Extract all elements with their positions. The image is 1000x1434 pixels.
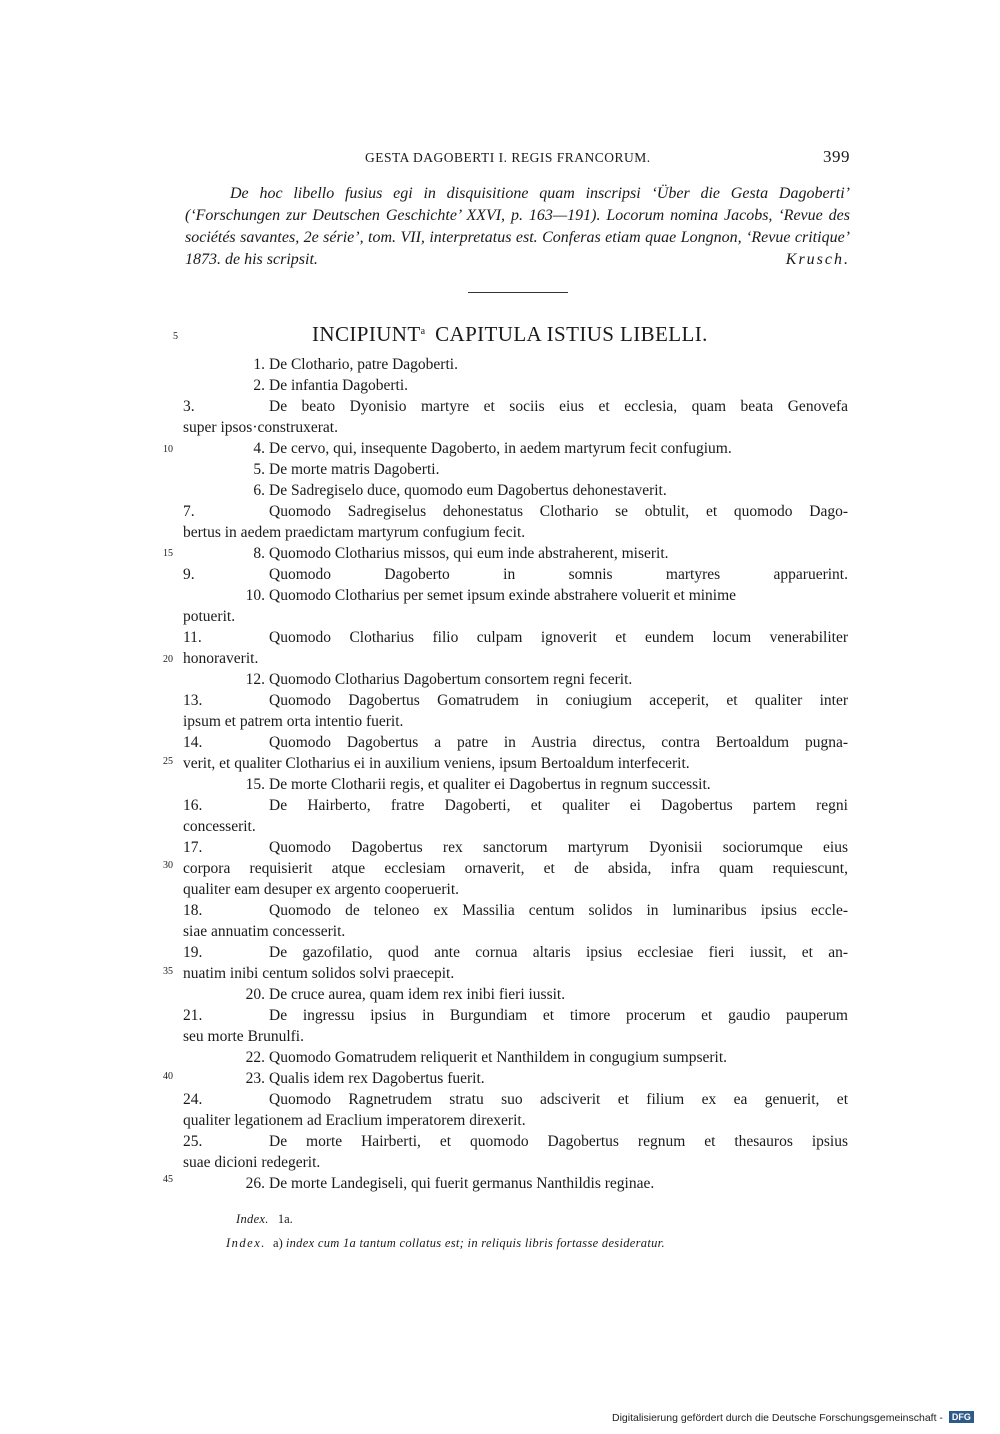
chapter-entry <box>183 503 848 521</box>
chapter-text: siae annuatim concesserit. <box>183 923 346 940</box>
sigla-note <box>236 1212 293 1227</box>
chapter-entry-continuation <box>183 1154 848 1172</box>
chapter-entry <box>183 734 848 752</box>
footer-text: Digitalisierung gefördert durch die Deutsche Forschungsgemeinschaft - <box>612 1412 943 1424</box>
chapter-text: De cervo, qui, insequente Dagoberto, in aedem martyrum fecit confugium. <box>269 440 732 457</box>
chapter-text: concesserit. <box>183 818 256 835</box>
chapter-text: Quomodo Dagobertus a patre in Austria directus, contra Bertoaldum pugna- <box>269 734 848 751</box>
chapter-text: nuatim inibi centum solidos solvi praecepit. <box>183 965 455 982</box>
chapter-entry-continuation <box>183 713 848 731</box>
intro-author: Krusch. <box>785 251 850 268</box>
margin-line-number: 30 <box>163 860 173 871</box>
chapter-text: qualiter eam desuper ex argento cooperuerit. <box>183 881 460 898</box>
chapter-entry <box>183 902 848 920</box>
chapter-text: De Sadregiselo duce, quomodo eum Dagobertus dehonestaverit. <box>269 482 667 499</box>
chapter-entry <box>183 839 848 857</box>
chapter-entry <box>183 545 848 563</box>
chapter-number: 22. <box>245 1049 265 1066</box>
chapter-entry <box>183 377 848 395</box>
chapter-number: 11. <box>183 629 202 646</box>
chapter-entry-continuation <box>183 881 848 899</box>
chapter-text: Quomodo de teloneo ex Massilia centum solidos in luminaribus ipsius eccle- <box>269 902 848 919</box>
chapter-text: ipsum et patrem orta intentio fuerit. <box>183 713 404 730</box>
chapter-text: Quomodo Gomatrudem reliquerit et Nanthildem in congugium sumpserit. <box>269 1049 728 1066</box>
chapter-entry <box>183 1049 848 1067</box>
chapter-entry <box>183 440 848 458</box>
chapter-entry <box>183 356 848 374</box>
chapter-text: verit, et qualiter Clotharius ei in auxilium veniens, ipsum Bertoaldum interfecerit. <box>183 755 690 772</box>
chapter-number: 6. <box>253 482 265 499</box>
heading-footnote-mark: a <box>420 326 426 337</box>
chapter-entry <box>183 692 848 710</box>
chapter-text: De cruce aurea, quam idem rex inibi fieri iussit. <box>269 986 566 1003</box>
chapter-entry-continuation <box>183 419 848 437</box>
margin-line-number: 15 <box>163 548 173 559</box>
chapter-number: 5. <box>253 461 265 478</box>
chapter-number: 13. <box>183 692 203 709</box>
intro-paragraph <box>185 183 850 271</box>
chapter-number: 9. <box>183 566 195 583</box>
chapter-text: De gazofilatio, quod ante cornua altaris ipsius ecclesiae fieri iussit, et an- <box>269 944 848 961</box>
chapter-entry <box>183 671 848 689</box>
chapter-entry <box>183 1133 848 1151</box>
chapter-entry <box>183 986 848 1004</box>
chapter-text: De ingressu ipsius in Burgundiam et timore procerum et gaudio pauperum <box>269 1007 848 1024</box>
chapter-number: 16. <box>183 797 203 814</box>
chapter-entry <box>183 587 848 605</box>
chapter-text: suae dicioni redegerit. <box>183 1154 321 1171</box>
chapter-text: De Clothario, patre Dagoberti. <box>269 356 458 373</box>
chapter-text: Quomodo Dagobertus rex sanctorum martyrum Dyonisii sociorumque eius <box>269 839 848 856</box>
section-divider <box>468 292 568 293</box>
chapter-entry-continuation <box>183 818 848 836</box>
margin-line-number: 40 <box>163 1071 173 1082</box>
chapter-text: Quomodo Clotharius filio culpam ignoverit et eundem locum venerabiliter <box>269 629 848 646</box>
chapter-text: De morte Hairberti, et quomodo Dagobertus regnum et thesauros ipsius <box>269 1133 848 1150</box>
chapter-entry-continuation <box>183 755 848 773</box>
chapter-number: 2. <box>253 377 265 394</box>
page-number: 399 <box>823 147 850 166</box>
chapter-text: De morte Landegiseli, qui fuerit germanus Nanthildis reginae. <box>269 1175 655 1192</box>
chapter-text: De morte matris Dagoberti. <box>269 461 440 478</box>
apparatus-note <box>226 1236 665 1251</box>
margin-line-number: 5 <box>173 331 178 342</box>
apparatus-text: index cum 1a tantum collatus est; in reliquis libris fortasse desideratur. <box>285 1236 665 1250</box>
apparatus-mark: a) <box>273 1236 283 1250</box>
margin-line-number: 25 <box>163 756 173 767</box>
margin-line-number: 20 <box>163 654 173 665</box>
chapter-number: 1. <box>253 356 265 373</box>
chapter-number: 15. <box>245 776 265 793</box>
heading-word: INCIPIUNT <box>312 322 421 346</box>
chapter-entry <box>183 776 848 794</box>
chapter-text: bertus in aedem praedictam martyrum confugium fecit. <box>183 524 526 541</box>
chapter-entry <box>183 1007 848 1025</box>
chapter-entry-continuation <box>183 524 848 542</box>
chapter-number: 26. <box>245 1175 265 1192</box>
chapter-entry-continuation <box>183 1028 848 1046</box>
chapter-entry <box>183 797 848 815</box>
chapter-text: corpora requisierit atque ecclesiam ornaverit, et de absida, infra quam requiescunt, <box>183 860 848 877</box>
chapter-text: super ipsos·construxerat. <box>183 419 338 436</box>
chapter-text: Quomodo Clotharius per semet ipsum exinde abstrahere voluerit et minime <box>269 587 737 604</box>
chapter-text: De Hairberto, fratre Dagoberti, et qualiter ei Dagobertus partem regni <box>269 797 848 814</box>
chapter-number: 10. <box>245 587 265 604</box>
chapter-number: 4. <box>253 440 265 457</box>
chapter-entry-continuation <box>183 1112 848 1130</box>
chapter-text: Quomodo Dagobertus Gomatrudem in coniugium acceperit, et qualiter inter <box>269 692 848 709</box>
chapter-text: De morte Clotharii regis, et qualiter ei Dagobertus in regnum successit. <box>269 776 711 793</box>
chapter-number: 8. <box>253 545 265 562</box>
chapter-text: honoraverit. <box>183 650 259 667</box>
chapter-entry-continuation <box>183 650 848 668</box>
chapter-entry-continuation <box>183 965 848 983</box>
running-title: GESTA DAGOBERTI I. REGIS FRANCORUM. <box>365 150 651 165</box>
chapter-number: 19. <box>183 944 203 961</box>
chapter-entry <box>183 1091 848 1109</box>
chapter-number: 3. <box>183 398 195 415</box>
sigla-value: 1a. <box>277 1212 293 1226</box>
chapter-entry <box>183 461 848 479</box>
chapter-number: 14. <box>183 734 203 751</box>
margin-line-number: 45 <box>163 1174 173 1185</box>
chapter-entry <box>183 1175 848 1193</box>
chapter-number: 20. <box>245 986 265 1003</box>
chapter-entry <box>183 566 848 584</box>
chapter-entry <box>183 1070 848 1088</box>
chapter-text: De beato Dyonisio martyre et sociis eius et ecclesia, quam beata Genovefa <box>269 398 848 415</box>
dfg-logo: DFG <box>949 1411 974 1423</box>
chapter-text: qualiter legationem ad Eraclium imperatorem direxerit. <box>183 1112 526 1129</box>
margin-line-number: 10 <box>163 444 173 455</box>
chapter-number: 17. <box>183 839 203 856</box>
chapter-text: De infantia Dagoberti. <box>269 377 409 394</box>
chapter-number: 24. <box>183 1091 203 1108</box>
margin-line-number: 35 <box>163 966 173 977</box>
chapter-entry <box>183 944 848 962</box>
chapter-text: Quomodo Dagoberto in somnis martyres apparuerint. <box>269 566 848 583</box>
chapter-text: Quomodo Clotharius missos, qui eum inde abstraherent, miserit. <box>269 545 669 562</box>
chapter-number: 23. <box>245 1070 265 1087</box>
chapter-entry <box>183 482 848 500</box>
chapter-text: Quomodo Ragnetrudem stratu suo adsciverit et filium ex ea genuerit, et <box>269 1091 848 1108</box>
heading-rest: CAPITULA ISTIUS LIBELLI. <box>435 322 708 346</box>
chapter-text: Quomodo Clotharius Dagobertum consortem regni fecerit. <box>269 671 633 688</box>
section-heading <box>312 322 708 347</box>
chapter-entry <box>183 629 848 647</box>
chapter-entry-continuation <box>183 923 848 941</box>
chapter-text: seu morte Brunulfi. <box>183 1028 304 1045</box>
chapter-number: 18. <box>183 902 203 919</box>
chapter-entry-continuation <box>183 860 848 878</box>
chapter-entry <box>183 398 848 416</box>
chapter-number: 7. <box>183 503 195 520</box>
sigla-label: Index. <box>236 1212 269 1226</box>
chapter-text: Quomodo Sadregiselus dehonestatus Clothario se obtulit, et quomodo Dago- <box>269 503 848 520</box>
footer-credit <box>612 1411 974 1424</box>
chapter-number: 25. <box>183 1133 203 1150</box>
chapter-number: 12. <box>245 671 265 688</box>
apparatus-label: Index. <box>226 1236 266 1250</box>
chapter-text: Qualis idem rex Dagobertus fuerit. <box>269 1070 485 1087</box>
chapter-text: potuerit. <box>183 608 236 625</box>
chapter-number: 21. <box>183 1007 203 1024</box>
intro-text: De hoc libello fusius egi in disquisitione quam inscripsi ‘Über die Gesta Dagoberti’ (‘Forschungen zur Deutschen Geschichte’ XXVI, p. 163—191). Locorum nomina Jacobs, ‘Revue des sociétés savantes, 2e série’, tom. VII, interpretatus est. Conferas etiam quae Longnon, ‘Revue critique’ 1873. de his scripsit. <box>185 185 850 268</box>
chapter-entry-continuation <box>183 608 848 626</box>
